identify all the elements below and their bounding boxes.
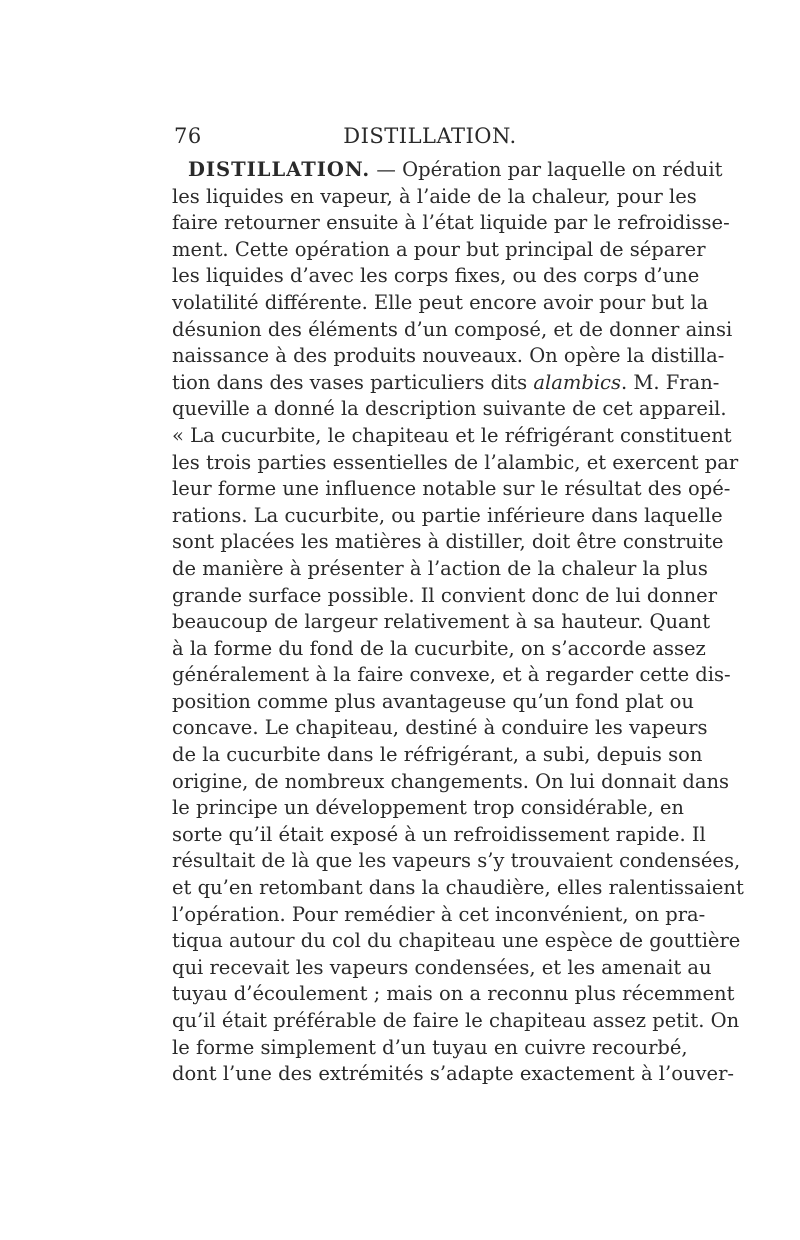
text-line: qu’il était préférable de faire le chapiteau assez petit. On [172,1009,740,1032]
text-line: rations. La cucurbite, ou partie inférieure dans laquelle [172,503,723,527]
text-line: grande surface possible. Il convient donc de lui donner [172,583,718,607]
text-line: ment. Cette opération a pour but principal de séparer [172,237,706,261]
text-line: leur forme une influence notable sur le résultat des opé- [172,477,731,501]
entry-text [172,157,744,1088]
text-line: de manière à présenter à l’action de la chaleur la plus [172,556,708,580]
text-line [172,157,723,184]
text-line: et qu’en retombant dans la chaudière, elles ralentissaient [172,876,744,900]
text-line: sont placées les matières à distiller, doit être construite [172,530,724,554]
text-line: tuyau d’écoulement ; mais on a reconnu plus récemment [172,982,735,1006]
text-line: queville a donné la description suivante de cet appareil. [172,397,727,421]
text-line: « La cucurbite, le chapiteau et le réfrigérant constituent [172,423,732,447]
text-line: volatilité différente. Elle peut encore avoir pour but la [172,290,709,314]
text-line: résultait de là que les vapeurs s’y trouvaient condensées, [172,849,741,873]
text-line: sorte qu’il était exposé à un refroidissement rapide. Il [172,822,706,846]
text-line: les trois parties essentielles de l’alambic, et exercent par [172,450,739,474]
text-segment: tion dans des vases particuliers dits [172,370,534,394]
text-line: le forme simplement d’un tuyau en cuivre recourbé, [172,1035,688,1059]
text-line: les liquides en vapeur, à l’aide de la chaleur, pour les [172,184,697,208]
text-line-rest: — Opération par laquelle on réduit [370,158,723,181]
text-line: l’opération. Pour remédier à cet inconvénient, on pra- [172,902,706,926]
text-line [172,370,720,397]
entry-headword: DISTILLATION. [188,158,371,181]
text-line: naissance à des produits nouveaux. On opère la distilla- [172,344,725,368]
text-line: concave. Le chapiteau, destiné à conduire les vapeurs [172,716,708,740]
text-line: tiqua autour du col du chapiteau une espèce de gouttière [172,929,741,953]
text-line: généralement à la faire convexe, et à regarder cette dis- [172,663,731,687]
running-head [174,124,686,156]
text-line: le principe un développement trop considérable, en [172,796,684,820]
text-line: les liquides d’avec les corps fixes, ou des corps d’une [172,264,700,288]
page-number: 76 [174,124,202,148]
text-line: origine, de nombreux changements. On lui donnait dans [172,769,730,793]
text-line: dont l’une des extrémités s’adapte exactement à l’ouver- [172,1062,734,1086]
text-line: position comme plus avantageuse qu’un fond plat ou [172,689,694,713]
text-segment: . M. Fran- [621,370,720,394]
text-line: faire retourner ensuite à l’état liquide par le refroidisse- [172,211,730,235]
text-line: à la forme du fond de la cucurbite, on s’accorde assez [172,636,706,660]
text-line: désunion des éléments d’un composé, et de donner ainsi [172,317,733,341]
text-line: beaucoup de largeur relativement à sa hauteur. Quant [172,610,711,634]
text-line: de la cucurbite dans le réfrigérant, a subi, depuis son [172,743,703,767]
page-title: DISTILLATION. [343,124,517,148]
italic-term: alambics [533,370,621,394]
text-line: qui recevait les vapeurs condensées, et les amenait au [172,955,712,979]
